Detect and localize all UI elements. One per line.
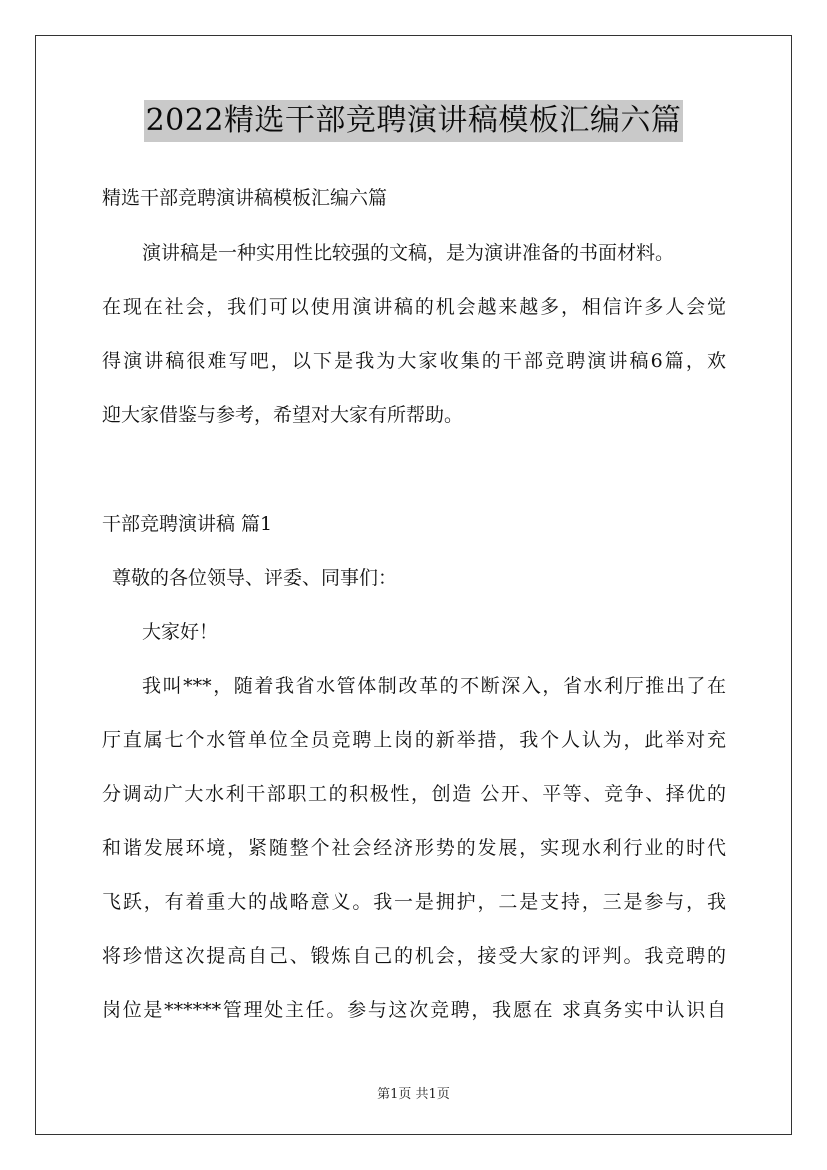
body-line-2: 厅直属七个水管单位全员竞聘上岗的新举措，我个人认为，此举对充	[102, 729, 726, 751]
intro-line-1: 演讲稿是一种实用性比较强的文稿，是为演讲准备的书面材料。	[142, 242, 675, 264]
title-container	[0, 100, 827, 142]
salutation: 尊敬的各位领导、评委、同事们：	[112, 567, 398, 589]
intro-line-3: 得演讲稿很难写吧，以下是我为大家收集的干部竞聘演讲稿6篇，欢	[102, 350, 726, 372]
body-line-7: 岗位是******管理处主任。参与这次竞聘，我愿在 求真务实中认识自	[102, 999, 726, 1021]
document-title: 2022精选干部竞聘演讲稿模板汇编六篇	[144, 100, 684, 142]
body-line-5: 飞跃，有着重大的战略意义。我一是拥护，二是支持，三是参与，我	[102, 891, 726, 913]
body-line-4: 和谐发展环境，紧随整个社会经济形势的发展，实现水利行业的时代	[102, 837, 726, 859]
body-line-3: 分调动广大水利干部职工的积极性，创造 公开、平等、竞争、择优的	[102, 783, 726, 805]
document-subtitle: 精选干部竞聘演讲稿模板汇编六篇	[102, 187, 388, 209]
greeting: 大家好！	[142, 621, 219, 643]
section-heading: 干部竞聘演讲稿 篇1	[102, 513, 273, 535]
body-line-6: 将珍惜这次提高自己、锻炼自己的机会，接受大家的评判。我竞聘的	[102, 945, 726, 967]
page-number-footer: 第1页 共1页	[377, 1087, 450, 1102]
body-line-1: 我叫***，随着我省水管体制改革的不断深入，省水利厅推出了在	[142, 675, 726, 697]
intro-line-4: 迎大家借鉴与参考，希望对大家有所帮助。	[102, 404, 464, 426]
intro-line-2: 在现在社会，我们可以使用演讲稿的机会越来越多，相信许多人会觉	[102, 296, 726, 318]
